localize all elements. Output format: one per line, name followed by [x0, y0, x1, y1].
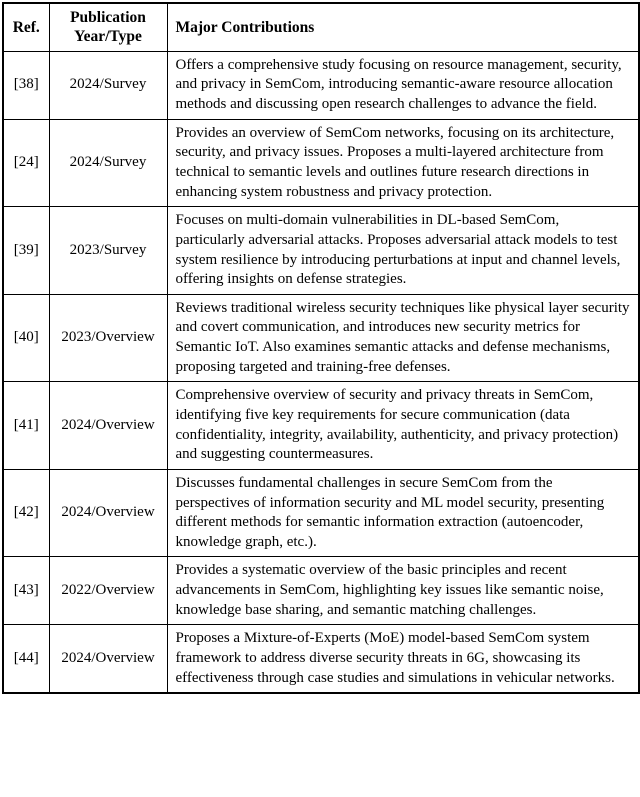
column-header-ref: Ref. [3, 3, 49, 51]
ref-cell: [41] [3, 382, 49, 470]
table-row [3, 207, 639, 295]
contribution-cell: Discusses fundamental challenges in secure SemCom from the perspectives of information security and ML model security, presenting different methods for semantic information extraction (autoencoder, knowledge graph, etc.). [167, 469, 639, 557]
table-row [3, 625, 639, 693]
table-row [3, 469, 639, 557]
table-row [3, 294, 639, 382]
contribution-cell: Focuses on multi-domain vulnerabilities in DL-based SemCom, particularly adversarial attacks. Proposes adversarial attack models to test system resilience by introducing perturbations at input and channel levels, offering insights on defense strategies. [167, 207, 639, 295]
contribution-cell: Reviews traditional wireless security techniques like physical layer security and covert communication, and introduces new security metrics for Semantic IoT. Also examines semantic attacks and defense mechanisms, proposing targeted and training-free defenses. [167, 294, 639, 382]
ref-cell: [42] [3, 469, 49, 557]
year-type-cell: 2024/Overview [49, 469, 167, 557]
contribution-cell: Proposes a Mixture-of-Experts (MoE) model-based SemCom system framework to address diverse security threats in 6G, showcasing its effectiveness through case studies and simulations in vehicular networks. [167, 625, 639, 693]
ref-cell: [24] [3, 119, 49, 207]
year-type-cell: 2024/Survey [49, 51, 167, 119]
ref-cell: [38] [3, 51, 49, 119]
column-header-major-contributions: Major Contributions [167, 3, 639, 51]
contribution-cell: Provides an overview of SemCom networks, focusing on its architecture, security, and privacy issues. Proposes a multi-layered architecture from technical to semantic levels and outlines future research directions in enhancing system robustness and privacy protection. [167, 119, 639, 207]
contribution-cell: Comprehensive overview of security and privacy threats in SemCom, identifying five key requirements for secure communication (data confidentiality, integrity, availability, authenticity, and privacy protection) and suggesting countermeasures. [167, 382, 639, 470]
ref-cell: [43] [3, 557, 49, 625]
ref-cell: [44] [3, 625, 49, 693]
contribution-cell: Offers a comprehensive study focusing on resource management, security, and privacy in SemCom, introducing semantic-aware resource allocation methods and discussing open research challenges to advance the field. [167, 51, 639, 119]
table-row [3, 51, 639, 119]
table-row [3, 557, 639, 625]
ref-cell: [40] [3, 294, 49, 382]
ref-cell: [39] [3, 207, 49, 295]
table-row [3, 382, 639, 470]
year-type-cell: 2024/Overview [49, 382, 167, 470]
column-header-publication-year-type: Publication Year/Type [49, 3, 167, 51]
year-type-cell: 2023/Survey [49, 207, 167, 295]
year-type-cell: 2023/Overview [49, 294, 167, 382]
header-row [3, 3, 639, 51]
contributions-table [2, 2, 640, 694]
table-row [3, 119, 639, 207]
year-type-cell: 2022/Overview [49, 557, 167, 625]
contribution-cell: Provides a systematic overview of the basic principles and recent advancements in SemCom, highlighting key issues like semantic noise, knowledge base sharing, and semantic matching challenges. [167, 557, 639, 625]
year-type-cell: 2024/Survey [49, 119, 167, 207]
year-type-cell: 2024/Overview [49, 625, 167, 693]
